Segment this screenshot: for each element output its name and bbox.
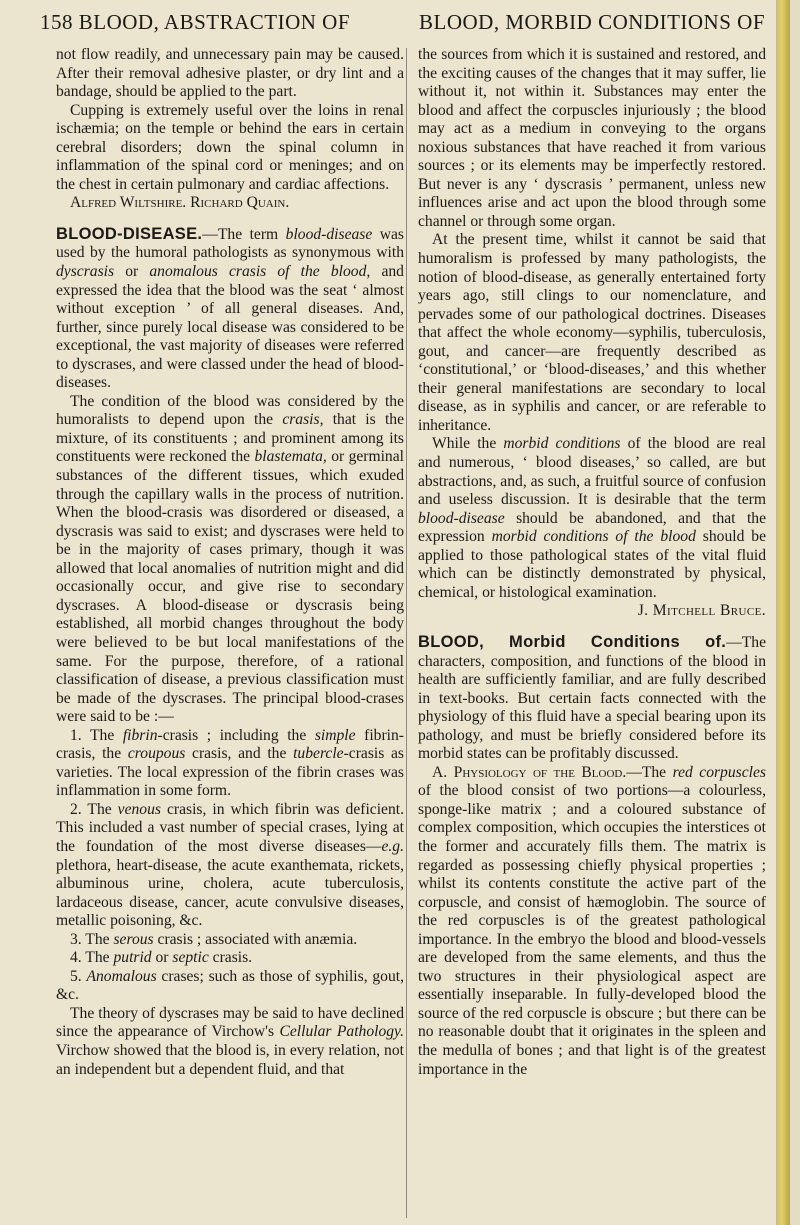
paragraph: The condition of the blood was considered by the humoralists to depend upon the crasis, that is the mixture, of its constituents ; and prominent among its constituents were reckoned the blastemata, or germinal substances of the different tissues, which exuded through the capillary walls in the process of nutrition. When the blood-crasis was disordered or diseased, a dyscrasis was said to exist; and dyscrases were held to be in the majority of cases primary, though it was allowed that local anomalies of nutrition might and did occasionally occur, and give rise to secondary dyscrases. A blood-disease or dyscrasis being established, all morbid changes throughout the body were believed to be but local manifestations of the same. For the purpose, therefore, of a rational classification of disease, a previous classification must be made of the dyscrases. The principal blood-crases were said to be :—	[56, 392, 404, 726]
signature: Alfred Wiltshire. Richard Quain.	[70, 194, 290, 212]
page-edge	[776, 0, 790, 1225]
entry-heading: BLOOD-DISEASE.	[56, 224, 203, 243]
header-left: 158 BLOOD, ABSTRACTION OF	[40, 10, 351, 34]
entry-blood-morbid-conditions: BLOOD, Morbid Conditions of.—The characters, composition, and functions of the blood in health are sufficiently familiar, and are fully described in text-books. But certain facts connected with the physiology of this fluid have a special bearing upon its pathology, and must be briefly considered before its morbid states can be profitably discussed.	[418, 632, 766, 763]
paragraph: While the morbid conditions of the blood are real and numerous, ‘ blood diseases,’ so called, are but abstractions, and, as such, a fruitful source of confusion and useless discussion. It is desirable that the term blood-disease should be abandoned, and that the expression morbid conditions of the blood should be applied to those pathological states of the vital fluid which can be distinctly demonstrated by physical, chemical, or histological examination.	[418, 435, 767, 601]
paragraph: The theory of dyscrases may be said to have declined since the appearance of Virchow's Cellular Pathology. Virchow showed that the blood is, in every relation, not an independent but a dependent fluid, and that	[56, 1004, 405, 1078]
section-heading: A. Physiology of the Blood.	[432, 763, 627, 781]
right-column	[418, 46, 766, 1079]
list-item: 4. The putrid or septic crasis.	[70, 949, 253, 967]
entry-heading: BLOOD, Morbid Conditions of.	[418, 632, 727, 651]
running-header	[40, 10, 765, 40]
list-item: 3. The serous crasis ; associated with anæmia.	[70, 930, 358, 948]
column-divider	[406, 48, 407, 1218]
paragraph: A. Physiology of the Blood.—The red corpuscles of the blood consist of two portions—a colourless, sponge-like matrix ; and a coloured substance of complex composition, which occupies the interstices ot the former and accurately fills them. The matrix is regarded as possessing chiefly physical properties ; whilst its contents constitute the active part of the corpuscle, and consist of hæmoglobin. The source of the red corpuscles is of the greatest pathological importance. In the embryo the blood and blood-vessels are developed from the same elements, and thus the two structures in their physiological aspect are essentially inseparable. In fully-developed blood the source of the red corpuscle is obscure ; but there can be no reasonable doubt that it originates in the spleen and the medulla of bones ; and that light is of the greatest importance in the	[418, 763, 766, 1078]
list-item: 5. Anomalous crases; such as those of syphilis, gout, &c.	[56, 967, 404, 1004]
signature: J. Mitchell Bruce.	[637, 602, 766, 620]
entry-blood-disease: BLOOD-DISEASE.—The term blood-disease was used by the humoral pathologists as synonymous with dyscrasis or anomalous crasis of the blood, and expressed the idea that the blood was the seat ‘ almost without exception ’ of all general diseases. And, further, since purely local disease was considered to be exceptional, the vast majority of diseases were referred to dyscrases, and were classed under the head of blood-diseases.	[56, 224, 404, 392]
paragraph: the sources from which it is sustained and restored, and the exciting causes of the changes that it may suffer, lie without it, not within it. Substances may enter the blood and affect the corpuscles injuriously ; the blood may act as a medium in conveying to the organs noxious substances that have reached it from various sources ; or its elements may be imperfectly restored. But never is any ‘ dyscrasis ’ permanent, unless new influences arise and act upon the blood through some channel or through some organ.	[418, 46, 766, 230]
paragraph: At the present time, whilst it cannot be said that humoralism is professed by many pathologists, the notion of blood-disease, as generally entertained forty years ago, still clings to our nomenclature, and pervades some of our pathological doctrines. Diseases that affect the whole economy—syphilis, tuberculosis, gout, and cancer—are frequently described as ‘constitutional,’ or ‘blood-diseases,’ and this whether their general manifestations are secondary to local disease, as in syphilis and cancer, or are referable to inheritance.	[418, 231, 766, 434]
left-column	[56, 46, 404, 1079]
header-right: BLOOD, MORBID CONDITIONS OF	[418, 10, 765, 34]
paragraph: not flow readily, and unnecessary pain may be caused. After their removal adhesive plaster, or dry lint and a bandage, should be applied to the part.	[56, 46, 404, 101]
paragraph: Cupping is extremely useful over the loins in renal ischæmia; on the temple or behind the ears in certain cerebral disorders; down the spinal column in inflammation of the spinal cord or meninges; and on the chest in certain pulmonary and cardiac affections.	[56, 101, 404, 193]
list-item: 2. The venous crasis, in which fibrin was deficient. This included a vast number of special crases, lying at the foundation of the most diverse diseases—e.g. plethora, heart-disease, the acute exanthemata, rickets, albuminous urine, cholera, acute tuberculosis, lardaceous disease, cancer, acute convulsive diseases, metallic poisoning, &c.	[56, 800, 404, 930]
list-item: 1. The fibrin-crasis ; including the simple fibrin-crasis, the croupous crasis, and the tubercle-crasis as varieties. The local expression of the fibrin crases was inflammation in some form.	[56, 726, 404, 800]
